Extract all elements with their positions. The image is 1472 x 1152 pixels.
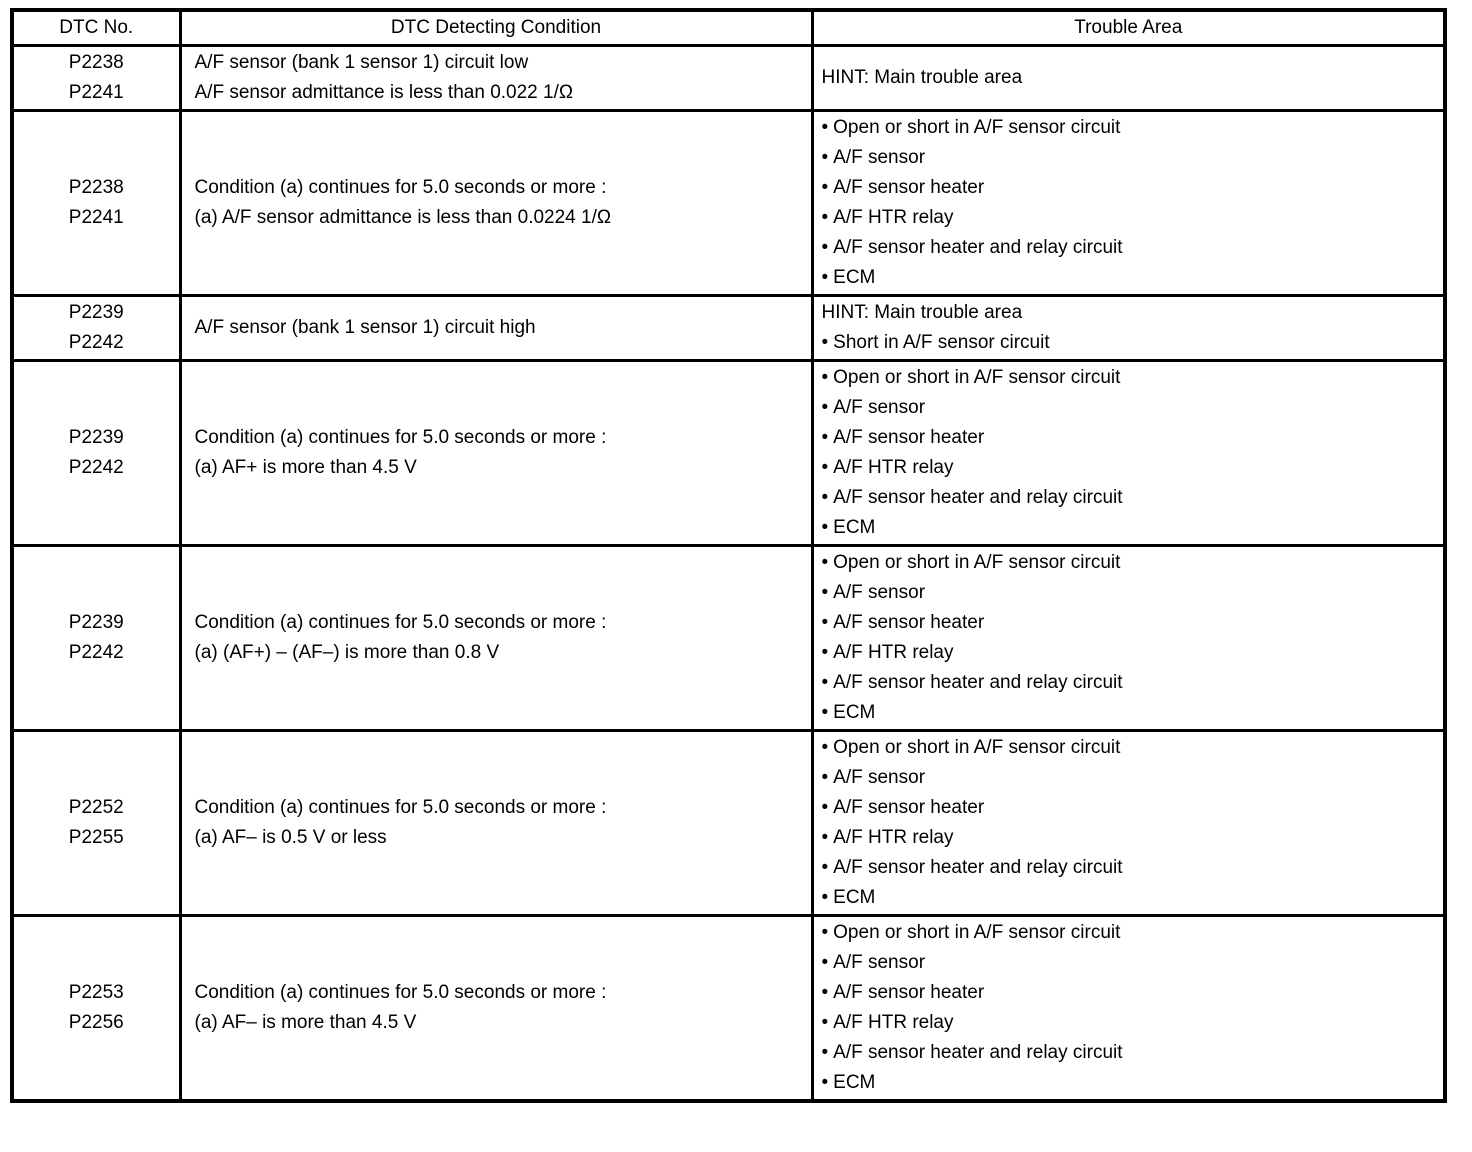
detecting-condition-cell [180, 916, 812, 1102]
trouble-bullet-item [822, 393, 1436, 423]
trouble-bullet-item [822, 453, 1436, 483]
trouble-text: A/F sensor heater and relay circuit [833, 1042, 1123, 1063]
trouble-bullet-item [822, 203, 1436, 233]
trouble-bullet-item [822, 608, 1436, 638]
dtc-codes-cell [12, 296, 180, 361]
table-row [12, 916, 1445, 1102]
dtc-code: P2238 [68, 177, 124, 198]
bullet-icon: • [821, 982, 829, 1003]
bullet-icon: • [821, 177, 829, 198]
condition-line: (a) (AF+) – (AF–) is more than 0.8 V [194, 642, 500, 663]
bullet-icon: • [821, 737, 829, 758]
trouble-hint-line [822, 298, 1436, 328]
condition-line: (a) AF– is more than 4.5 V [194, 1012, 417, 1033]
condition-line: (a) A/F sensor admittance is less than 0.0224 1/Ω [194, 207, 612, 228]
dtc-table [10, 8, 1447, 1103]
bullet-icon: • [821, 237, 829, 258]
trouble-text: A/F sensor heater [833, 982, 985, 1003]
condition-line: Condition (a) continues for 5.0 seconds or more : [194, 982, 607, 1003]
header-detecting-condition: DTC Detecting Condition [180, 10, 812, 46]
condition-line: (a) AF– is 0.5 V or less [194, 827, 387, 848]
bullet-icon: • [821, 1042, 829, 1063]
bullet-icon: • [821, 582, 829, 603]
trouble-text: A/F sensor heater and relay circuit [833, 672, 1123, 693]
bullet-icon: • [821, 552, 829, 573]
trouble-text: A/F sensor heater and relay circuit [833, 237, 1123, 258]
trouble-bullet-item [822, 823, 1436, 853]
table-row [12, 361, 1445, 546]
bullet-icon: • [821, 147, 829, 168]
bullet-icon: • [821, 117, 829, 138]
trouble-text: A/F HTR relay [833, 457, 954, 478]
bullet-icon: • [821, 397, 829, 418]
trouble-area-cell [812, 731, 1445, 916]
trouble-text: A/F sensor [833, 582, 926, 603]
bullet-icon: • [821, 672, 829, 693]
trouble-bullet-item [822, 173, 1436, 203]
trouble-text: ECM [833, 517, 876, 538]
trouble-text: Open or short in A/F sensor circuit [833, 922, 1121, 943]
condition-line: Condition (a) continues for 5.0 seconds or more : [194, 427, 607, 448]
trouble-text: ECM [833, 267, 876, 288]
bullet-icon: • [821, 857, 829, 878]
trouble-bullet-item [822, 143, 1436, 173]
detecting-condition-cell [180, 296, 812, 361]
trouble-text: Open or short in A/F sensor circuit [833, 117, 1121, 138]
bullet-icon: • [821, 612, 829, 633]
bullet-icon: • [821, 487, 829, 508]
bullet-icon: • [821, 1072, 829, 1093]
dtc-code: P2253 [68, 982, 124, 1003]
trouble-text: A/F sensor [833, 767, 926, 788]
trouble-text: A/F sensor heater [833, 177, 985, 198]
condition-line: (a) AF+ is more than 4.5 V [194, 457, 417, 478]
trouble-bullet-item [822, 763, 1436, 793]
bullet-icon: • [821, 887, 829, 908]
condition-line: Condition (a) continues for 5.0 seconds or more : [194, 177, 607, 198]
header-trouble-area: Trouble Area [812, 10, 1445, 46]
trouble-text: A/F HTR relay [833, 827, 954, 848]
trouble-text: A/F sensor heater [833, 427, 985, 448]
bullet-icon: • [821, 457, 829, 478]
dtc-code: P2256 [68, 1012, 124, 1033]
trouble-bullet-item [822, 483, 1436, 513]
dtc-codes-cell [12, 546, 180, 731]
dtc-code: P2242 [68, 457, 124, 478]
trouble-text: A/F sensor [833, 952, 926, 973]
trouble-text: HINT: Main trouble area [821, 302, 1023, 323]
detecting-condition-cell [180, 46, 812, 111]
condition-line: A/F sensor admittance is less than 0.022 1/Ω [194, 82, 574, 103]
trouble-text: A/F HTR relay [833, 1012, 954, 1033]
dtc-code: P2241 [68, 82, 124, 103]
header-row [12, 10, 1445, 46]
condition-line: Condition (a) continues for 5.0 seconds or more : [194, 612, 607, 633]
detecting-condition-cell [180, 731, 812, 916]
dtc-code: P2242 [68, 642, 124, 663]
dtc-codes-cell [12, 46, 180, 111]
detecting-condition-cell [180, 546, 812, 731]
bullet-icon: • [821, 427, 829, 448]
trouble-text: HINT: Main trouble area [821, 67, 1023, 88]
table-row [12, 111, 1445, 296]
trouble-bullet-item [822, 1038, 1436, 1068]
trouble-bullet-item [822, 978, 1436, 1008]
bullet-icon: • [821, 332, 829, 353]
trouble-text: ECM [833, 702, 876, 723]
table-row [12, 46, 1445, 111]
dtc-code: P2239 [68, 612, 124, 633]
trouble-text: A/F sensor heater and relay circuit [833, 857, 1123, 878]
dtc-code: P2241 [68, 207, 124, 228]
condition-line: Condition (a) continues for 5.0 seconds or more : [194, 797, 607, 818]
bullet-icon: • [821, 642, 829, 663]
trouble-bullet-item [822, 1068, 1436, 1098]
trouble-text: Open or short in A/F sensor circuit [833, 367, 1121, 388]
detecting-condition-cell [180, 361, 812, 546]
dtc-table-body [12, 46, 1445, 1102]
dtc-code: P2239 [68, 427, 124, 448]
condition-line: A/F sensor (bank 1 sensor 1) circuit high [194, 317, 536, 338]
dtc-code: P2255 [68, 827, 124, 848]
table-row [12, 296, 1445, 361]
dtc-table-header [12, 10, 1445, 46]
trouble-bullet-item [822, 328, 1436, 358]
bullet-icon: • [821, 517, 829, 538]
trouble-bullet-item [822, 853, 1436, 883]
trouble-area-cell [812, 361, 1445, 546]
trouble-bullet-item [822, 548, 1436, 578]
trouble-bullet-item [822, 363, 1436, 393]
trouble-bullet-item [822, 263, 1436, 293]
trouble-area-cell [812, 916, 1445, 1102]
trouble-bullet-item [822, 513, 1436, 543]
table-row [12, 731, 1445, 916]
bullet-icon: • [821, 267, 829, 288]
trouble-bullet-item [822, 948, 1436, 978]
condition-line: A/F sensor (bank 1 sensor 1) circuit low [194, 52, 529, 73]
trouble-text: A/F sensor heater [833, 612, 985, 633]
trouble-bullet-item [822, 668, 1436, 698]
dtc-codes-cell [12, 916, 180, 1102]
trouble-bullet-item [822, 883, 1436, 913]
bullet-icon: • [821, 1012, 829, 1033]
trouble-bullet-item [822, 638, 1436, 668]
detecting-condition-cell [180, 111, 812, 296]
trouble-text: A/F sensor heater [833, 797, 985, 818]
trouble-bullet-item [822, 113, 1436, 143]
trouble-text: A/F sensor heater and relay circuit [833, 487, 1123, 508]
trouble-bullet-item [822, 918, 1436, 948]
trouble-bullet-item [822, 233, 1436, 263]
bullet-icon: • [821, 827, 829, 848]
trouble-area-cell [812, 296, 1445, 361]
trouble-text: A/F sensor [833, 147, 926, 168]
bullet-icon: • [821, 367, 829, 388]
trouble-area-cell [812, 46, 1445, 111]
manual-page [0, 8, 1472, 1152]
bullet-icon: • [821, 767, 829, 788]
dtc-codes-cell [12, 361, 180, 546]
trouble-hint-line [822, 63, 1436, 93]
dtc-codes-cell [12, 731, 180, 916]
trouble-text: A/F sensor [833, 397, 926, 418]
trouble-bullet-item [822, 698, 1436, 728]
dtc-codes-cell [12, 111, 180, 296]
trouble-text: ECM [833, 887, 876, 908]
trouble-bullet-item [822, 1008, 1436, 1038]
trouble-bullet-item [822, 423, 1436, 453]
bullet-icon: • [821, 952, 829, 973]
bullet-icon: • [821, 797, 829, 818]
bullet-icon: • [821, 702, 829, 723]
trouble-text: Open or short in A/F sensor circuit [833, 552, 1121, 573]
dtc-code: P2252 [68, 797, 124, 818]
trouble-area-cell [812, 546, 1445, 731]
trouble-area-cell [812, 111, 1445, 296]
trouble-text: A/F HTR relay [833, 207, 954, 228]
dtc-code: P2239 [68, 302, 124, 323]
dtc-code: P2242 [68, 332, 124, 353]
trouble-text: A/F HTR relay [833, 642, 954, 663]
dtc-code: P2238 [68, 52, 124, 73]
header-dtc-no: DTC No. [12, 10, 180, 46]
trouble-bullet-item [822, 578, 1436, 608]
bullet-icon: • [821, 922, 829, 943]
bullet-icon: • [821, 207, 829, 228]
trouble-text: ECM [833, 1072, 876, 1093]
trouble-text: Short in A/F sensor circuit [833, 332, 1050, 353]
trouble-bullet-item [822, 793, 1436, 823]
trouble-bullet-item [822, 733, 1436, 763]
trouble-text: Open or short in A/F sensor circuit [833, 737, 1121, 758]
table-row [12, 546, 1445, 731]
